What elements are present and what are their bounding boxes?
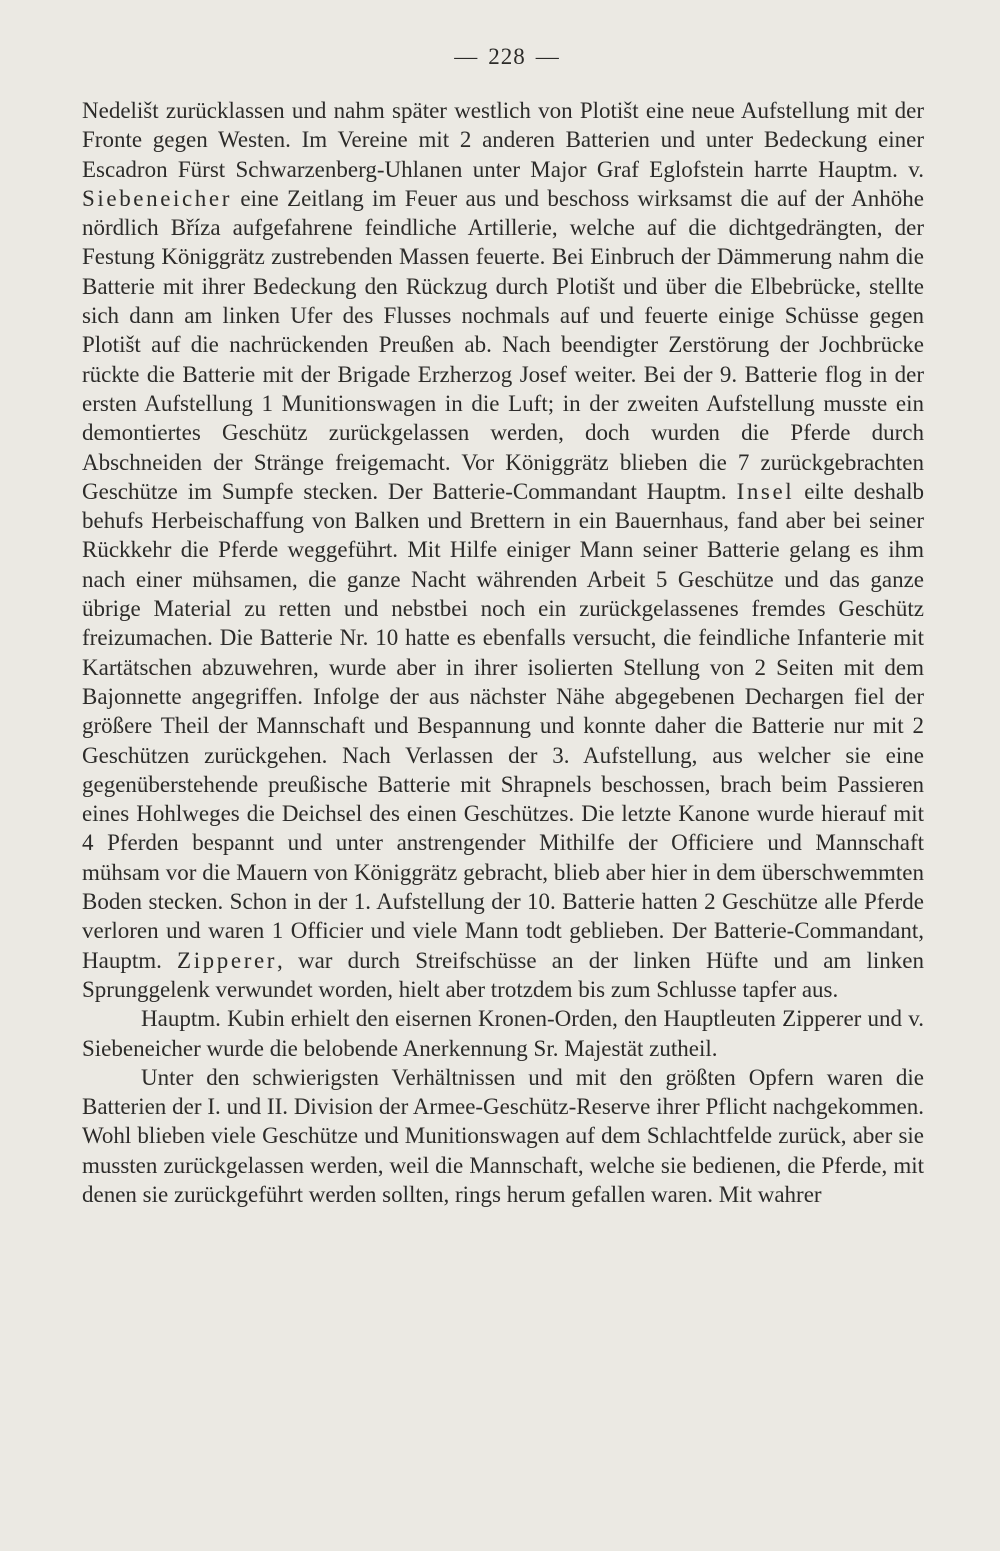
spaced-name-insel: Insel bbox=[736, 478, 795, 504]
spaced-name-zipperer: Zipperer bbox=[177, 947, 278, 973]
text-run: eine Zeitlang im Feuer aus und beschoss wirksamst die auf der Anhöhe nördlich Bříza aufgefahrene feindliche Artillerie, welche auf die dichtgedrängten, der Festung Königgrätz zustrebenden Massen feuerte. Bei Einbruch der Dämmerung nahm die Batterie mit ihrer Bedeckung den Rückzug durch Plotišt und über die Elbebrücke, stellte sich dann am linken Ufer des Flusses nochmals auf und feuerte einige Schüsse gegen Plotišt auf die nachrückenden Preußen ab. Nach beendigter Zerstörung der Jochbrücke rückte die Batterie mit der Brigade Erzherzog Josef weiter. Bei der 9. Batterie flog in der ersten Aufstellung 1 Munitionswagen in die Luft; in der zweiten Aufstellung musste ein demontiertes Geschütz zurückgelassen werden, doch wurden die Pferde durch Abschneiden der Stränge freigemacht. Vor Königgrätz blieben die 7 zurückgebrachten Geschütze im Sumpfe stecken. Der Batterie-Commandant Hauptm. bbox=[82, 185, 924, 504]
header-dash-left: — bbox=[454, 44, 479, 69]
text-run: eilte deshalb behufs Herbeischaffung von Balken und Brettern in ein Bauernhaus, fand aber bei seiner Rückkehr die Pferde weggeführt. Mit Hilfe einiger Mann seiner Batterie gelang es ihm nach einer mühsamen, die ganze Nacht währenden Arbeit 5 Geschütze und das ganze übrige Material zu retten und nebstbei noch ein zurückgelassenes fremdes Geschütz freizumachen. Die Batterie Nr. 10 hatte es ebenfalls versucht, die feindliche Infanterie mit Kartätschen abzuwehren, wurde aber in ihrer isolierten Stellung von 2 Seiten mit dem Bajonnette angegriffen. Infolge der aus nächster Nähe abgegebenen Dechargen fiel der größere Theil der Mannschaft und Bespannung und konnte daher die Batterie nur mit 2 Geschützen zurückgehen. Nach Verlassen der 3. Aufstellung, aus welcher sie eine gegenüberstehende preußische Batterie mit Shrapnels beschossen, brach beim Passieren eines Hohlweges die Deichsel des einen Geschützes. Die letzte Kanone wurde hierauf mit 4 Pferden bespannt und unter anstrengender Mithilfe der Officiere und Mannschaft mühsam vor die Mauern von Königgrätz gebracht, blieb aber hier in dem überschwemmten Boden stecken. Schon in der 1. Aufstellung der 10. Batterie hatten 2 Geschütze alle Pferde verloren und waren 1 Officier und viele Mann todt geblieben. Der Batterie-Commandant, Hauptm. bbox=[82, 478, 924, 973]
text-run: , war durch Streifschüsse an der linken Hüfte und am linken Sprunggelenk verwundet worden, hielt aber trotzdem bis zum Schlusse tapfer aus. bbox=[82, 947, 924, 1002]
paragraph-1 bbox=[82, 96, 924, 1004]
spaced-name-siebeneicher: Siebeneicher bbox=[82, 185, 232, 211]
body-text bbox=[82, 96, 924, 1209]
page-number: 228 bbox=[488, 44, 526, 69]
header-dash-right: — bbox=[535, 44, 560, 69]
page-header bbox=[82, 44, 924, 70]
paragraph-3: Unter den schwierigsten Verhältnissen und mit den größten Opfern waren die Batterien der I. und II. Division der Armee-Geschütz-Reserve ihrer Pflicht nachgekommen. Wohl blieben viele Geschütze und Munitionswagen auf dem Schlachtfelde zurück, aber sie mussten zurückgelassen werden, weil die Mannschaft, welche sie bedienen, die Pferde, mit denen sie zurückgeführt werden sollten, rings herum gefallen waren. Mit wahrer bbox=[82, 1064, 924, 1207]
paragraph-2: Hauptm. Kubin erhielt den eisernen Kronen-Orden, den Hauptleuten Zipperer und v. Siebeneicher wurde die belobende Anerkennung Sr. Majestät zutheil. bbox=[82, 1006, 924, 1061]
text-run: Nedelišt zurücklassen und nahm später westlich von Plotišt eine neue Aufstellung mit der Fronte gegen Westen. Im Vereine mit 2 anderen Batterien und unter Bedeckung einer Escadron Fürst Schwarzenberg-Uhlanen unter Major Graf Eglofstein harrte Hauptm. v. bbox=[82, 98, 924, 182]
